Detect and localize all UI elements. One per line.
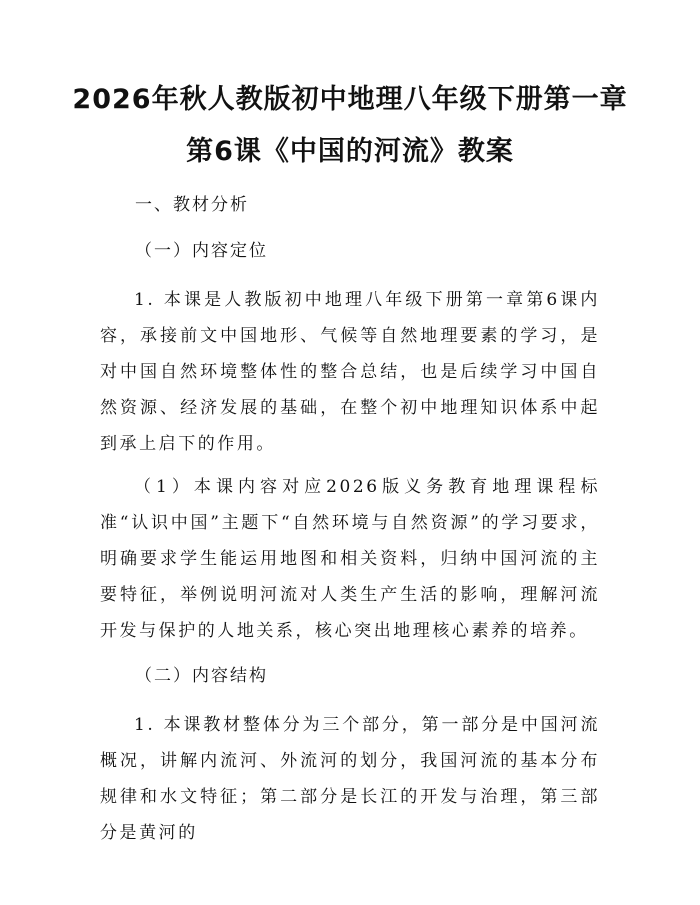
subsection-heading-content-positioning: （一）内容定位 [135, 241, 268, 261]
paragraph-content-positioning-1: 1. 本课是人教版初中地理八年级下册第一章第6课内容，承接前文中国地形、气候等自然地理要素的学习，是对中国自然环境整体性的整合总结，也是后续学习中国自然资源、经济发展的基础，在整个初中地理知识体系中起到承上启下的作用。 [100, 290, 600, 454]
paragraph-curriculum-standard: （1）本课内容对应2026版义务教育地理课程标准“认识中国”主题下“自然环境与自然资源”的学习要求，明确要求学生能运用地图和相关资料，归纳中国河流的主要特征，举例说明河流对人类生产生活的影响，理解河流开发与保护的人地关系，核心突出地理核心素养的培养。 [100, 477, 600, 641]
subsection-heading-content-structure: （二）内容结构 [135, 666, 268, 686]
section-heading-teaching-material-analysis: 一、教材分析 [135, 195, 249, 215]
document-title-line-1: 2026年秋人教版初中地理八年级下册第一章 [72, 84, 628, 115]
paragraph-content-structure-1: 1. 本课教材整体分为三个部分，第一部分是中国河流概况，讲解内流河、外流河的划分，我国河流的基本分布规律和水文特征；第二部分是长江的开发与治理，第三部分是黄河的 [100, 715, 600, 843]
document-title-line-2: 第6课《中国的河流》教案 [186, 136, 514, 167]
